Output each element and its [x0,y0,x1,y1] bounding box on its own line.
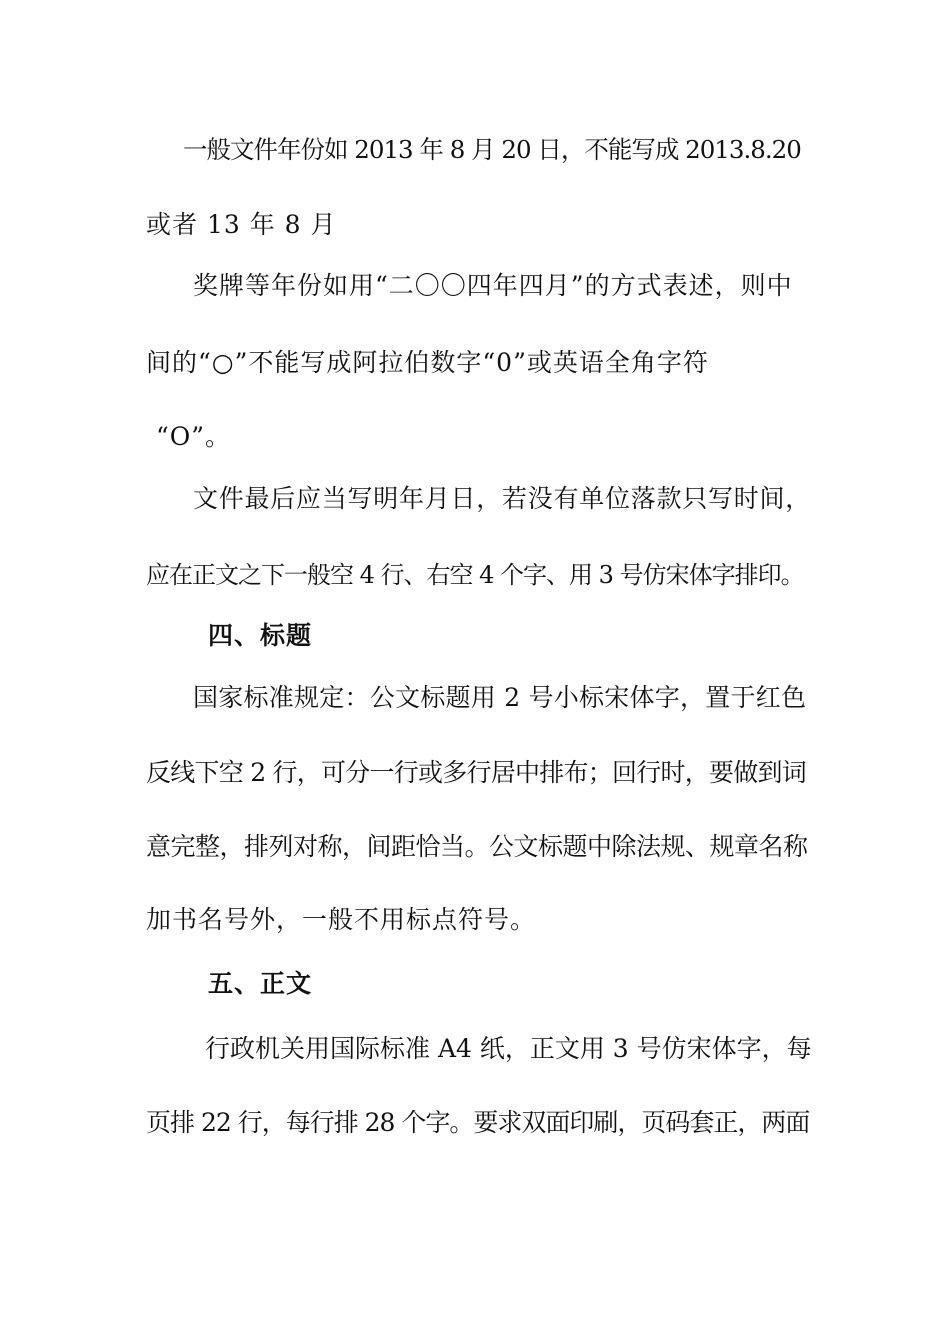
paragraph-line: 奖牌等年份如用“二〇〇四年四月”的方式表述，则中 [193,271,793,300]
paragraph-line: 加书名号外，一般不用标点符号。 [146,905,537,934]
paragraph-line: 一般文件年份如 2013 年 8 月 20 日，不能写成 2013.8.20 [183,135,801,164]
section-heading: 四、标题 [208,621,313,650]
paragraph-line: 或者 13 年 8 月 [146,210,337,239]
paragraph-line: 反线下空 2 行，可分一行或多行居中排布；回行时，要做到词 [146,758,807,787]
paragraph-line: 国家标准规定：公文标题用 2 号小标宋体字，置于红色 [193,683,807,712]
section-heading: 五、正文 [208,969,313,998]
paragraph-line: 页排 22 行，每行排 28 个字。要求双面印刷，页码套正，两面 [146,1108,810,1137]
paragraph-line: 文件最后应当写明年月日，若没有单位落款只写时间， [193,484,812,513]
paragraph-line: 间的“○”不能写成阿拉伯数字“0”或英语全角字符 [146,348,709,377]
paragraph-line: “O”。 [156,422,232,451]
paragraph-line: 行政机关用国际标准 A4 纸，正文用 3 号仿宋体字，每 [205,1034,812,1063]
paragraph-line: 应在正文之下一般空 4 行、右空 4 个字、用 3 号仿宋体字排印。 [146,561,804,589]
paragraph-line: 意完整，排列对称，间距恰当。公文标题中除法规、规章名称 [146,832,808,861]
